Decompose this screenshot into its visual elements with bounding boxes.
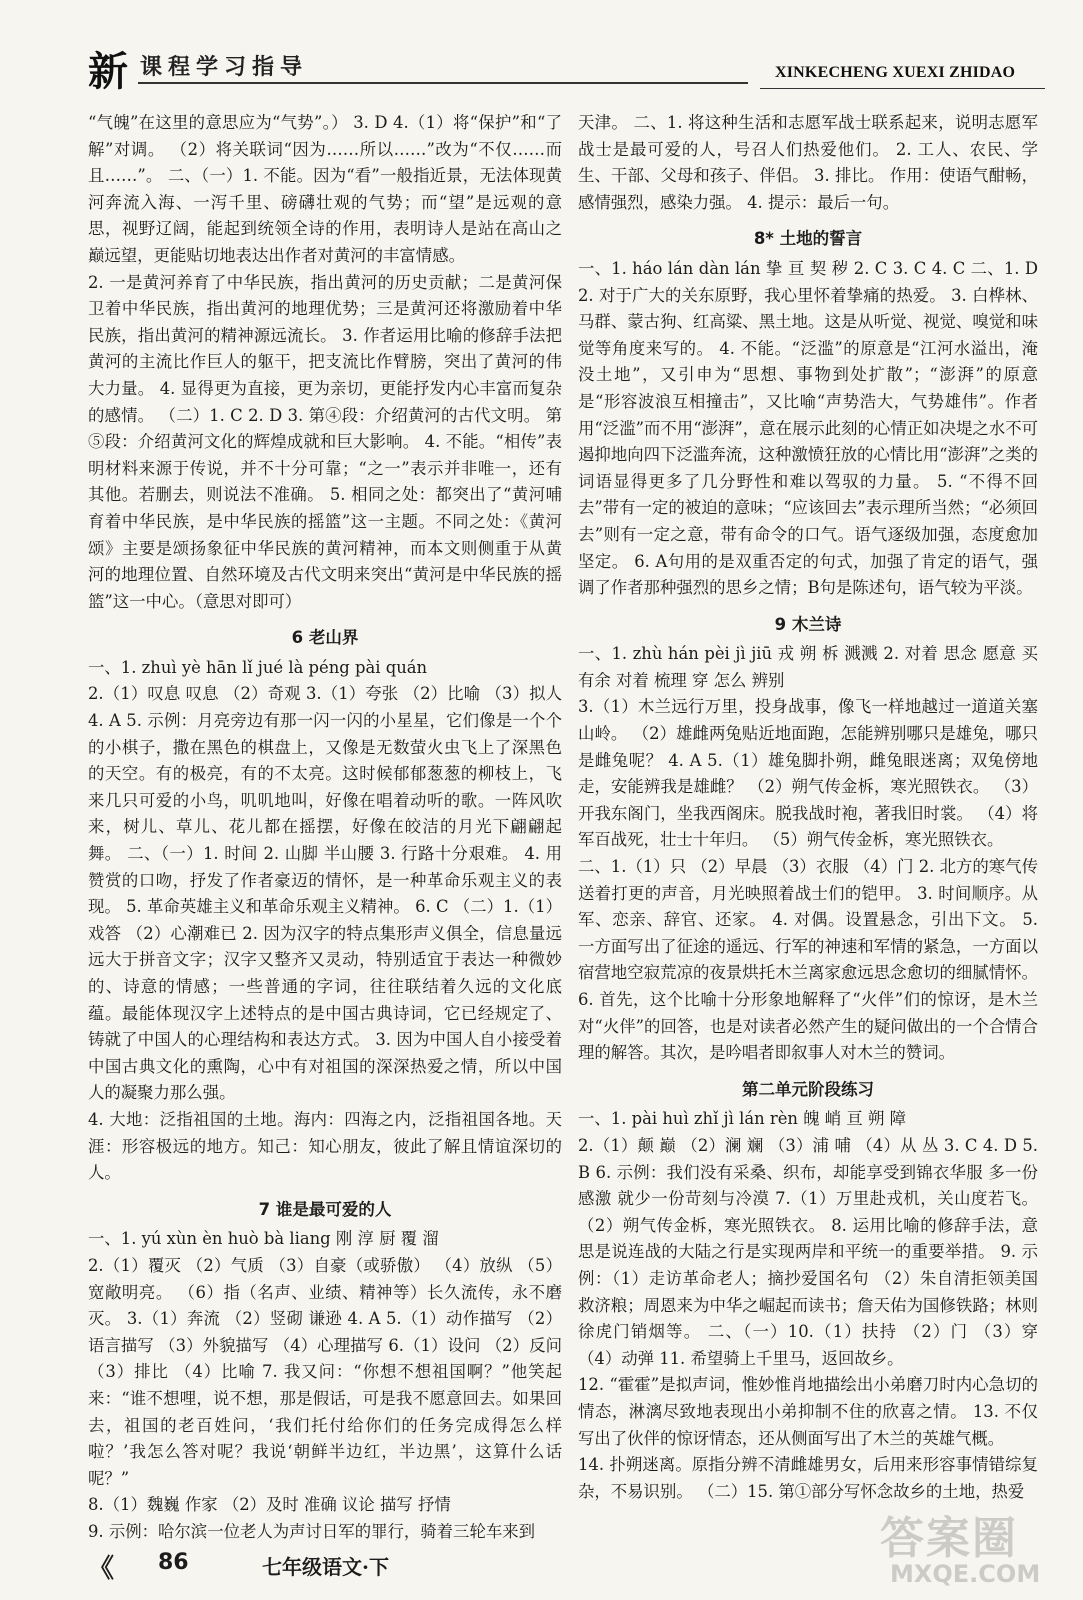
section-heading: 9 木兰诗	[774, 614, 842, 634]
answer-paragraph: 14. 扑朔迷离。原指分辨不清雌雄男女，后用来形容事情错综复杂，不易识别。 （二）15. 第①部分写怀念故乡的土地，热爱	[578, 1455, 1038, 1501]
watermark-logo	[880, 1502, 1070, 1594]
page-number: 86	[158, 1550, 189, 1575]
series-pinyin: XINKECHENG XUEXI ZHIDAO	[775, 64, 1016, 81]
header-rule-right	[760, 88, 1045, 89]
answer-paragraph: 一、1. zhuì yè hān lǐ jué là péng pài quán	[88, 657, 428, 677]
watermark-text: 答案圈	[880, 1513, 1018, 1564]
answer-paragraph: 2.（1）颠 巅 （2）澜 斓 （3）浦 哺 （4）从 丛 3. C 4. D 5. B 6. 示例：我们没有采桑、织布，却能享受到锦衣华服 多一份感激 就少一份苛刻与冷漠 7.（1）万里赴戎机，关山度若飞。 （2）朔气传金柝，寒光照铁衣。 8. 运用比喻的修辞手法，意思是说连战的大陆之行是实现两岸和平统一的重要举措。 9. 示例：（1）走访革命老人；摘抄爱国名句 （2）朱自清拒领美国救济粮；周恩来为中华之崛起而读书；詹天佑为国修铁路；林则徐虎门销烟等。 二、（一）10.（1）扶持 （2）门 （3）穿 （4）动弹 11. 希望骑上千里马，返回故乡。	[578, 1135, 1038, 1368]
answer-paragraph: 12. “霍霍”是拟声词，惟妙惟肖地描绘出小弟磨刀时内心急切的情态，淋漓尽致地表现出小弟抑制不住的欣喜之情。 13. 不仅写出了伙伴的惊讶情态，还从侧面写出了木兰的英雄气概。	[578, 1375, 1038, 1448]
answer-paragraph: 9. 示例：哈尔滨一位老人为声讨日军的罪行，骑着三轮车来到	[88, 1521, 536, 1541]
section-heading: 第二单元阶段练习	[742, 1079, 874, 1099]
answer-paragraph: 一、1. zhù hán pèi jì jiū 戎 朔 柝 溅溅 2. 对着 思念 愿意 买 有余 对着 梳理 穿 怎么 辨别	[578, 644, 1038, 690]
answer-paragraph: 2. 一是黄河养育了中华民族，指出黄河的历史贡献；二是黄河保卫着中华民族，指出黄河的地理优势；三是黄河还将激励着中华民族，指出黄河的精神源远流长。 3. 作者运用比喻的修辞手法把黄河的主流比作巨人的躯干，把支流比作臂膀，突出了黄河的伟大力量。 4. 显得更为直接，更为亲切，更能抒发内心丰富而复杂的感情。 （二）1. C 2. D 3. 第④段：介绍黄河的古代文明。 第⑤段：介绍黄河文化的辉煌成就和巨大影响。 4. 不能。“相传”表明材料来源于传说，并不十分可靠；“之一”表示并非唯一，还有其他。若删去，则说法不准确。 5. 相同之处：都突出了“黄河哺育着中华民族，是中华民族的摇篮”这一主题。不同之处：《黄河颂》主要是颂扬象征中华民族的黄河精神，而本文则侧重于从黄河的地理位置、自然环境及古代文明来突出“黄河是中华民族的摇篮”这一中心。（意思对即可）	[88, 272, 562, 611]
right-column	[578, 110, 1038, 1505]
series-title: 课程学习指导	[140, 55, 309, 80]
watermark-url: MXQE.COM	[890, 1560, 1041, 1588]
answer-paragraph: 一、1. yú xùn èn huò bà liang 刚 淳 厨 覆 溜	[88, 1229, 439, 1249]
answer-paragraph: “气魄”在这里的意思应为“气势”。） 3. D 4.（1）将“保护”和“了解”对调。 （2）将关联词“因为……所以……”改为“不仅……而且……”。 二、（一）1. 不能。因为“看”一般指近景，无法体现黄河奔流入海、一泻千里、磅礴壮观的气势；而“望”是远观的意思，视野辽阔，能起到统领全诗的作用，表明诗人是站在高山之巅远望，更能贴切地表达出作者对黄河的丰富情感。	[88, 113, 562, 265]
page-header	[0, 0, 1083, 95]
answer-paragraph: 8.（1）魏巍 作家 （2）及时 准确 议论 描写 抒情	[88, 1495, 451, 1515]
answer-paragraph: 3.（1）木兰远行万里，投身战事，像飞一样地越过一道道关塞山岭。 （2）雄雌两兔贴近地面跑，怎能辨别哪只是雄兔，哪只是雌兔呢？ 4. A 5.（1）雄兔脚扑朔，雌兔眼迷离；双兔傍地走，安能辨我是雄雌？ （2）朔气传金柝，寒光照铁衣。 （3）开我东阁门，坐我西阁床。脱我战时袍，著我旧时裳。 （4）将军百战死，壮士十年归。 （5）朔气传金柝，寒光照铁衣。	[578, 697, 1038, 850]
answer-paragraph: 一、1. pài huì zhǐ jì lán rèn 魄 峭 亘 朔 障	[578, 1109, 906, 1129]
answer-paragraph: 二、1.（1）只 （2）早晨 （3）衣服 （4）门 2. 北方的寒气传送着打更的声音，月光映照着战士们的铠甲。 3. 时间顺序。从军、恋亲、辞官、还家。 4. 对偶。设置悬念，引出下文。 5. 一方面写出了征途的遥远、行军的神速和军情的紧急，一方面以宿营地空寂荒凉的夜景烘托木兰离家愈远思念愈切的细腻情怀。 6. 首先，这个比喻十分形象地解释了“火伴”们的惊讶，是木兰对“火伴”的回答，也是对读者必然产生的疑问做出的一个合情合理的解答。其次，是吟唱者即叙事人对木兰的赞词。	[578, 857, 1038, 1063]
header-rule	[138, 82, 748, 84]
answer-paragraph: 4. 大地：泛指祖国的土地。海内：四海之内，泛指祖国各地。天涯：形容极远的地方。知己：知心朋友，彼此了解且情谊深切的人。	[88, 1109, 562, 1183]
answer-paragraph: 一、1. háo lán dàn lán 挚 亘 契 秽 2. C 3. C 4. C 二、1. D 2. 对于广大的关东原野，我心里怀着挚痛的热爱。 3. 白桦林、马群、蒙古狗、红高粱、黑土地。这是从听觉、视觉、嗅觉和味觉等角度来写的。 4. 不能。“泛滥”的原意是“江河水溢出，淹没土地”，又引申为“思想、事物到处扩散”；“澎湃”的原意是“形容波浪互相撞击”，又比喻“声势浩大，气势雄伟”。作者用“泛滥”而不用“澎湃”，意在展示此刻的心情正如决堤之水不可遏抑地向四下泛滥奔流，这种激愤狂放的心情比用“澎湃”之类的词语显得更多了几分野性和难以驾驭的力量。 5. “不得不回去”带有一定的被迫的意味；“应该回去”表示理所当然；“必须回去”则有一定之意，带有命令的口气。语气逐级加强，态度愈加坚定。 6. A句用的是双重否定的句式，加强了肯定的语气，强调了作者那种强烈的思乡之情；B句是陈述句，语气较为平淡。	[578, 258, 1038, 598]
back-arrows-icon: 《	[88, 1554, 115, 1584]
answer-paragraph: 天津。 二、1. 将这种生活和志愿军战士联系起来，说明志愿军战士是最可爱的人，号召人们热爱他们。 2. 工人、农民、学生、干部、父母和孩子、伴侣。 3. 排比。 作用：使语气酣畅，感情强烈，感染力强。 4. 提示：最后一句。	[578, 113, 1038, 212]
book-grade-label: 七年级语文·下	[262, 1555, 389, 1579]
answer-paragraph: 2.（1）覆灭 （2）气质 （3）自豪（或骄傲） （4）放纵 （5）宽敞明亮。 （6）指（名声、业绩、精神等）长久流传，永不磨灭。 3.（1）奔流 （2）竖砌 谦逊 4. A 5.（1）动作描写 （2）语言描写 （3）外貌描写 （4）心理描写 6.（1）设问 （2）反问 （3）排比 （4）比喻 7. 我又问：“你想不想祖国啊？”他笑起来：“谁不想哩，说不想，那是假话，可是我不愿意回去。如果回去，祖国的老百姓问，‘我们托付给你们的任务完成得怎么样啦？’我怎么答对呢？我说‘朝鲜半边红，半边黑’，这算什么话呢？”	[88, 1255, 562, 1488]
series-logo: 新	[88, 49, 128, 95]
answer-paragraph: 2.（1）叹息 叹息 （2）奇观 3.（1）夸张 （2）比喻 （3）拟人 4. A 5. 示例：月亮旁边有那一闪一闪的小星星，它们像是一个个的小棋子，撒在黑色的棋盘上，又像是无数萤火虫飞上了深黑色的天空。有的极亮，有的不太亮。这时候郁郁葱葱的柳枝上，飞来几只可爱的小鸟，叽叽地叫，好像在唱着动听的歌。一阵风吹来，树儿、草儿、花儿都在摇摆，好像在皎洁的月光下翩翩起舞。 二、（一）1. 时间 2. 山脚 半山腰 3. 行路十分艰难。 4. 用赞赏的口吻，抒发了作者豪迈的情怀，是一种革命乐观主义的表现。 5. 革命英雄主义和革命乐观主义精神。 6. C （二）1.（1）戏答 （2）心潮难已 2. 因为汉字的特点集形声义俱全，信息量远远大于拼音文字；汉字又整齐又灵动，特别适宜于表达一种微妙的、诗意的情感；一些普通的字词，往往联结着久远的文化底蕴。最能体现汉字上述特点的是中国古典诗词，它已经规定了、铸就了中国人的心理结构和表达方式。 3. 因为中国人自小接受着中国古典文化的熏陶，心中有对祖国的深深热爱之情，所以中国人的凝聚力那么强。	[88, 684, 562, 1103]
section-heading: 6 老山界	[291, 628, 359, 648]
section-heading: 8* 土地的誓言	[753, 229, 863, 249]
left-column	[88, 110, 562, 1545]
section-heading: 7 谁是最可爱的人	[258, 1199, 392, 1219]
